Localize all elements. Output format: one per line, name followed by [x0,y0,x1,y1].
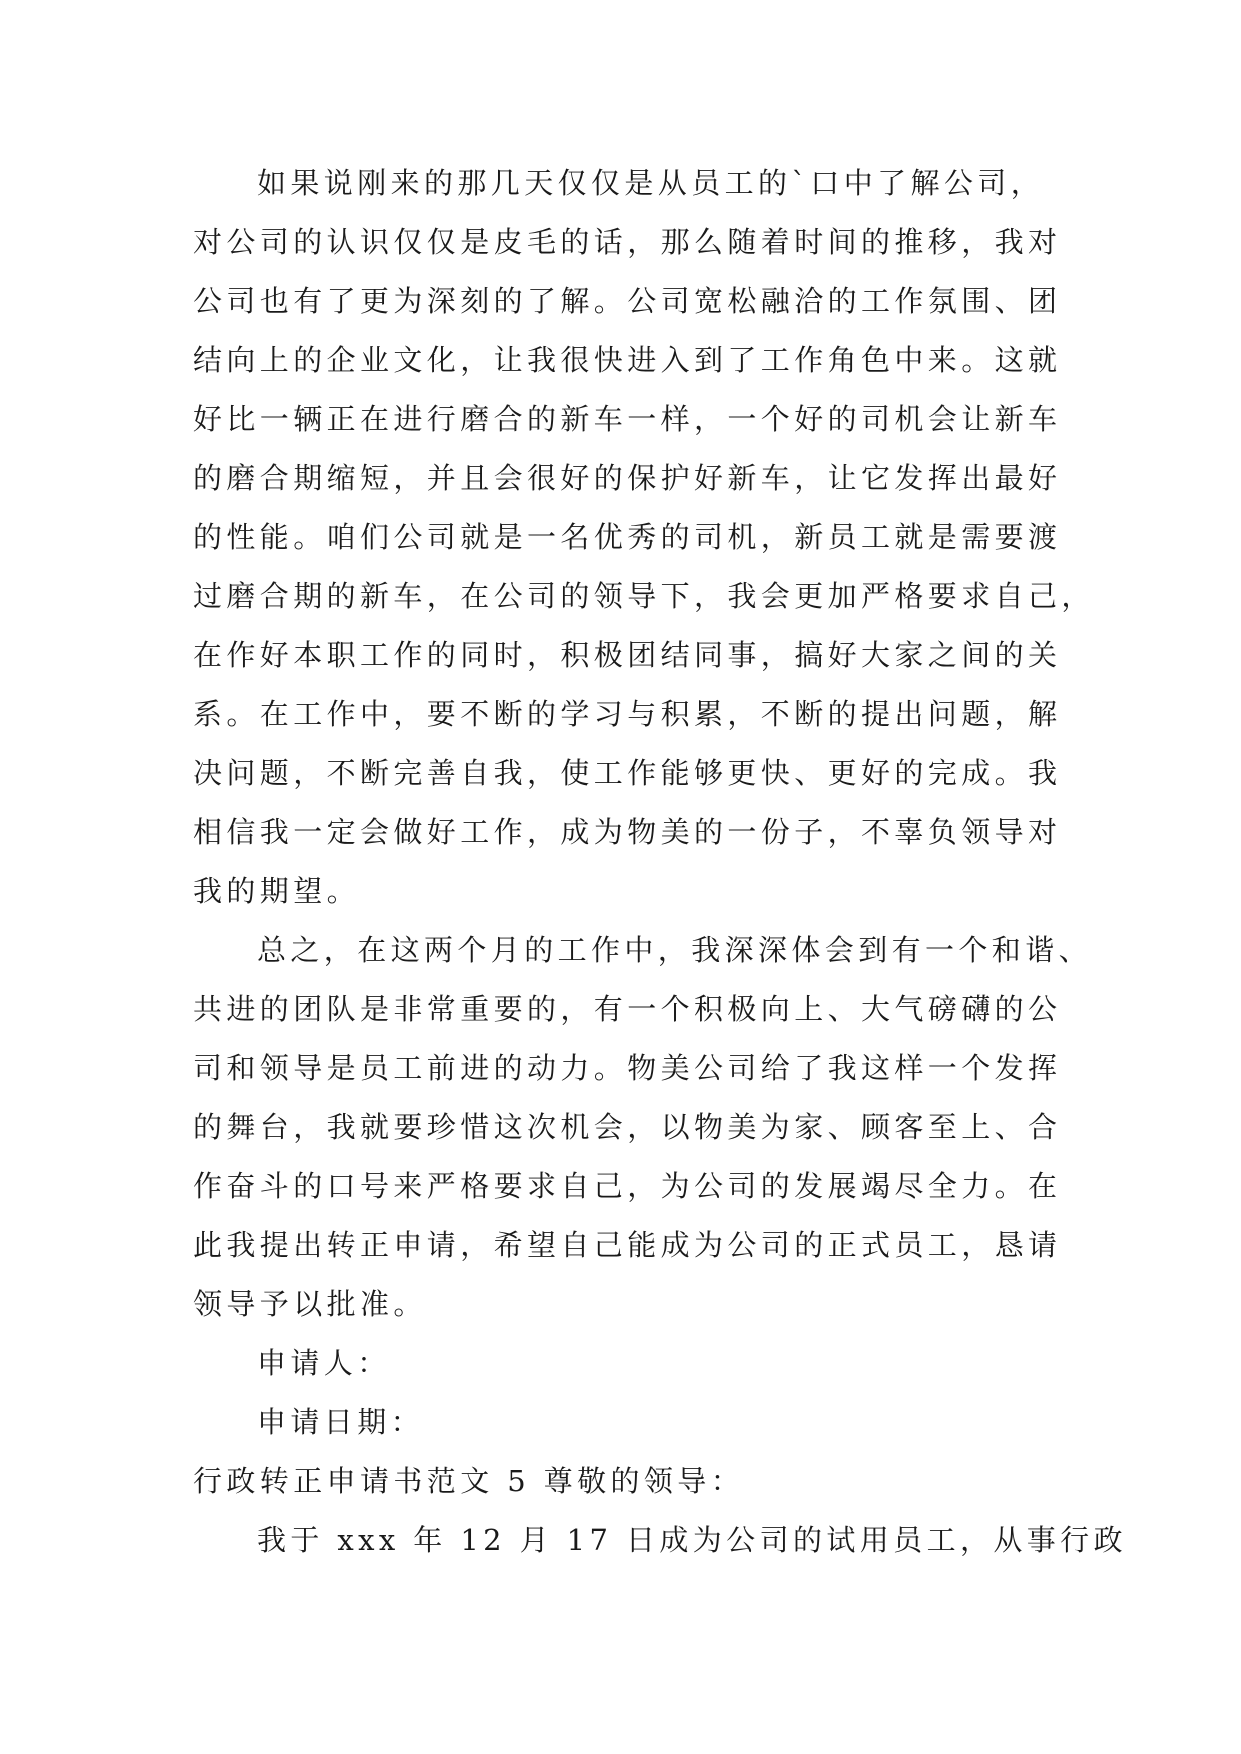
text-line: 的磨合期缩短，并且会很好的保护好新车，让它发挥出最好 [193,461,1062,495]
text-line: 公司也有了更为深刻的了解。公司宽松融洽的工作氛围、团 [193,284,1062,318]
text-line: 的性能。咱们公司就是一名优秀的司机，新员工就是需要渡 [193,520,1062,554]
text-line: 我于 xxx 年 12 月 17 日成为公司的试用员工，从事行政 [257,1523,1127,1557]
applicant-label: 申请人： [257,1346,391,1380]
application-date-label: 申请日期： [257,1405,425,1439]
text-line: 我的期望。 [193,874,361,908]
text-line: 决问题，不断完善自我，使工作能够更快、更好的完成。我 [193,756,1062,790]
text-line: 共进的团队是非常重要的，有一个积极向上、大气磅礴的公 [193,992,1062,1026]
text-line: 司和领导是员工前进的动力。物美公司给了我这样一个发挥 [193,1051,1062,1085]
text-line: 此我提出转正申请，希望自己能成为公司的正式员工，恳请 [193,1228,1062,1262]
text-line: 如果说刚来的那几天仅仅是从员工的`口中了解公司， [257,166,1045,200]
document-body [193,154,1127,1570]
text-line: 系。在工作中，要不断的学习与积累，不断的提出问题，解 [193,697,1062,731]
text-line: 总之，在这两个月的工作中，我深深体会到有一个和谐、 [257,933,1093,967]
text-line: 对公司的认识仅仅是皮毛的话，那么随着时间的推移，我对 [193,225,1062,259]
text-line: 的舞台，我就要珍惜这次机会，以物美为家、顾客至上、合 [193,1110,1062,1144]
text-line: 相信我一定会做好工作，成为物美的一份子，不辜负领导对 [193,815,1062,849]
text-line: 好比一辆正在进行磨合的新车一样，一个好的司机会让新车 [193,402,1062,436]
section-heading: 行政转正申请书范文 5 尊敬的领导： [193,1464,745,1498]
text-line: 结向上的企业文化，让我很快进入到了工作角色中来。这就 [193,343,1062,377]
text-line: 过磨合期的新车，在公司的领导下，我会更加严格要求自己， [193,579,1095,613]
text-line: 在作好本职工作的同时，积极团结同事，搞好大家之间的关 [193,638,1062,672]
text-line: 作奋斗的口号来严格要求自己，为公司的发展竭尽全力。在 [193,1169,1062,1203]
text-line: 领导予以批准。 [193,1287,427,1321]
